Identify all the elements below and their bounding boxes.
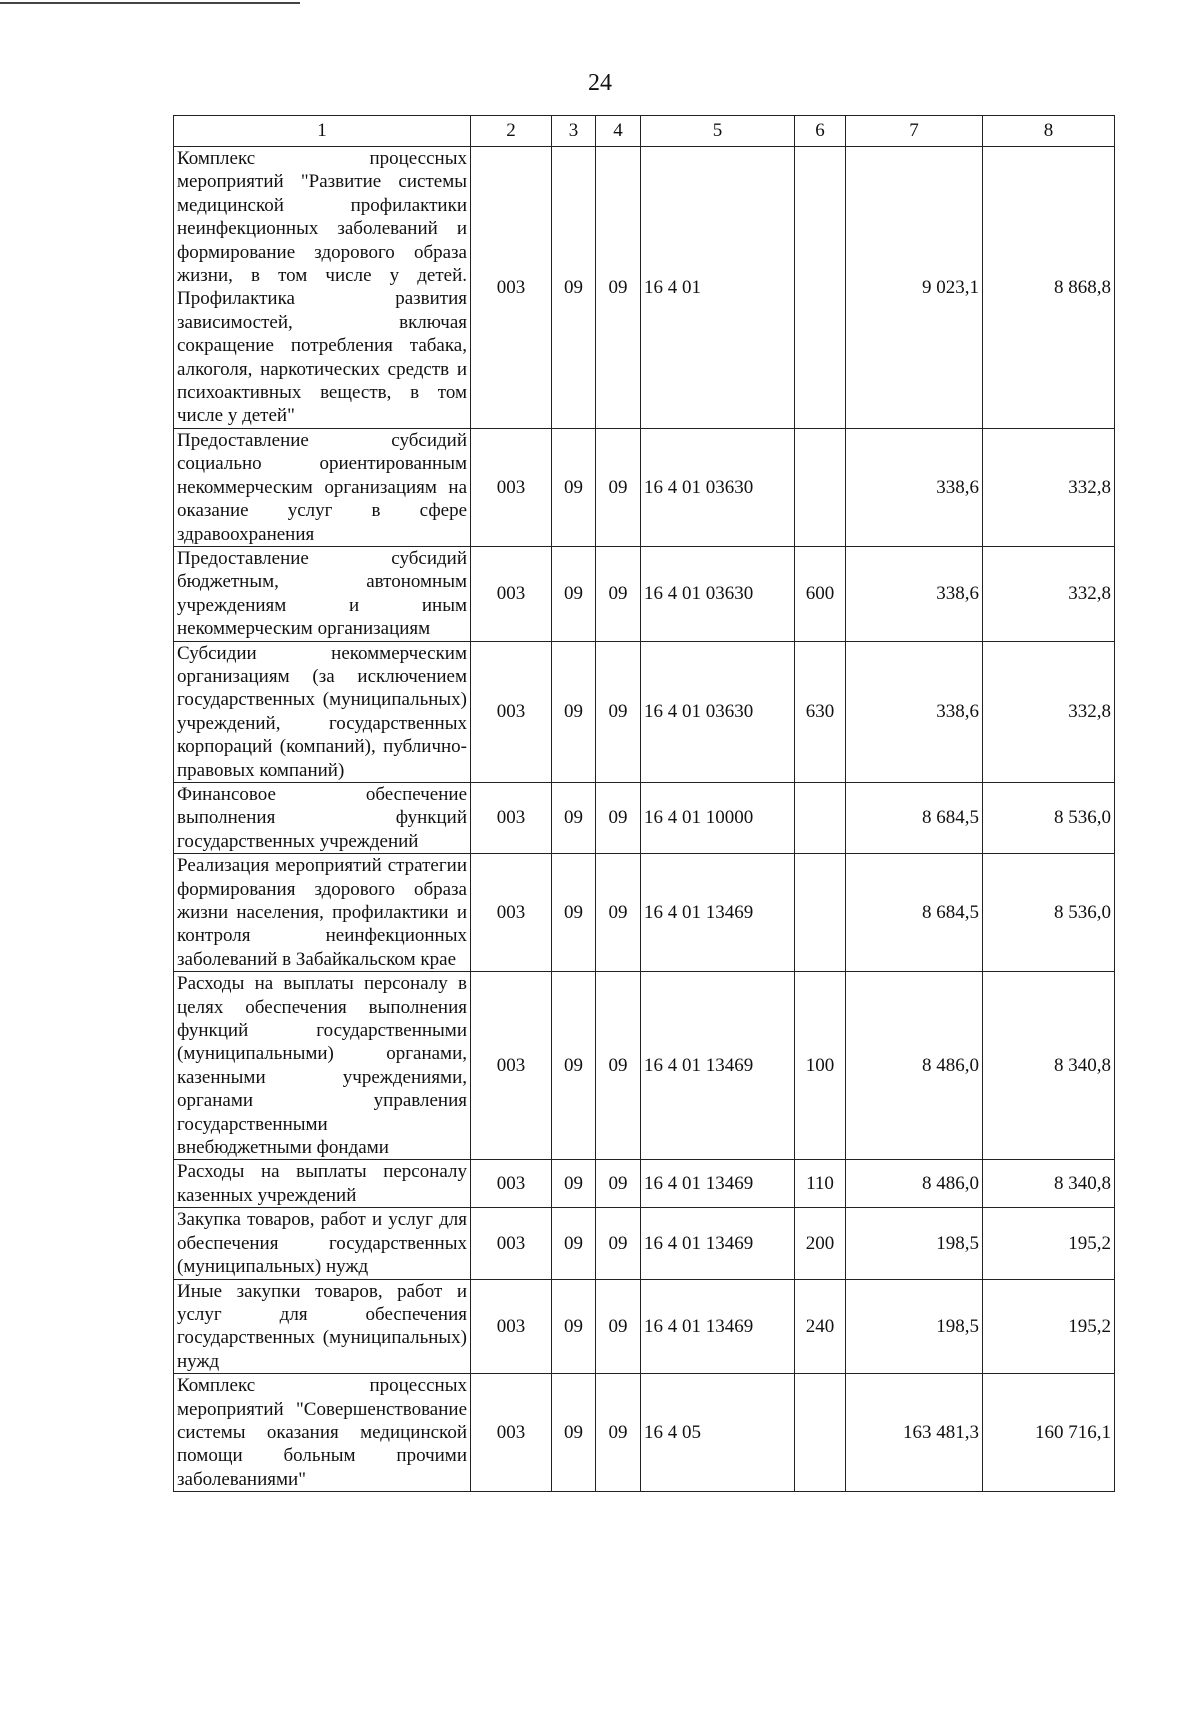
row-name: Предоставление субсидий бюджетным, автономным учреждениям и иным некоммерческим организациям xyxy=(174,546,471,641)
cell-admin-code: 003 xyxy=(471,782,552,853)
page-number: 24 xyxy=(588,70,612,96)
cell-target-article: 16 4 01 13469 xyxy=(641,1208,795,1279)
column-header-5: 5 xyxy=(641,116,795,147)
cell-admin-code: 003 xyxy=(471,641,552,782)
cell-target-article: 16 4 05 xyxy=(641,1374,795,1492)
budget-table xyxy=(173,115,1115,1492)
cell-admin-code: 003 xyxy=(471,147,552,429)
table-row xyxy=(174,782,1115,853)
cell-expense-type xyxy=(795,147,846,429)
cell-subsection: 09 xyxy=(596,641,641,782)
cell-target-article: 16 4 01 xyxy=(641,147,795,429)
column-number-row xyxy=(174,116,1115,147)
column-header-4: 4 xyxy=(596,116,641,147)
cell-expense-type xyxy=(795,782,846,853)
cell-subsection: 09 xyxy=(596,1208,641,1279)
cell-expense-type: 200 xyxy=(795,1208,846,1279)
cell-section: 09 xyxy=(552,641,596,782)
cell-amount-7: 8 684,5 xyxy=(846,782,983,853)
cell-section: 09 xyxy=(552,1208,596,1279)
table-row xyxy=(174,1208,1115,1279)
table-row xyxy=(174,546,1115,641)
cell-expense-type: 110 xyxy=(795,1160,846,1208)
cell-subsection: 09 xyxy=(596,1374,641,1492)
cell-amount-7: 8 486,0 xyxy=(846,1160,983,1208)
cell-amount-7: 163 481,3 xyxy=(846,1374,983,1492)
cell-section: 09 xyxy=(552,782,596,853)
column-header-2: 2 xyxy=(471,116,552,147)
row-name: Иные закупки товаров, работ и услуг для обеспечения государственных (муниципальных) нужд xyxy=(174,1279,471,1374)
column-header-6: 6 xyxy=(795,116,846,147)
row-name: Финансовое обеспечение выполнения функций государственных учреждений xyxy=(174,782,471,853)
cell-expense-type xyxy=(795,854,846,972)
cell-admin-code: 003 xyxy=(471,1374,552,1492)
row-name: Закупка товаров, работ и услуг для обеспечения государственных (муниципальных) нужд xyxy=(174,1208,471,1279)
cell-amount-8: 8 536,0 xyxy=(983,782,1115,853)
cell-subsection: 09 xyxy=(596,428,641,546)
cell-amount-8: 8 340,8 xyxy=(983,1160,1115,1208)
table-row xyxy=(174,147,1115,429)
table-row xyxy=(174,641,1115,782)
cell-section: 09 xyxy=(552,1160,596,1208)
cell-admin-code: 003 xyxy=(471,428,552,546)
cell-subsection: 09 xyxy=(596,1160,641,1208)
cell-amount-7: 198,5 xyxy=(846,1208,983,1279)
cell-amount-8: 332,8 xyxy=(983,428,1115,546)
cell-target-article: 16 4 01 03630 xyxy=(641,546,795,641)
cell-amount-8: 195,2 xyxy=(983,1279,1115,1374)
cell-target-article: 16 4 01 03630 xyxy=(641,428,795,546)
cell-amount-7: 198,5 xyxy=(846,1279,983,1374)
cell-section: 09 xyxy=(552,147,596,429)
cell-expense-type xyxy=(795,428,846,546)
cell-admin-code: 003 xyxy=(471,1279,552,1374)
cell-subsection: 09 xyxy=(596,1279,641,1374)
row-name: Реализация мероприятий стратегии формирования здорового образа жизни населения, профилактики и контроля неинфекционных заболеваний в Забайкальском крае xyxy=(174,854,471,972)
cell-amount-8: 332,8 xyxy=(983,546,1115,641)
cell-expense-type: 240 xyxy=(795,1279,846,1374)
row-name: Расходы на выплаты персоналу казенных учреждений xyxy=(174,1160,471,1208)
top-scan-rule xyxy=(0,2,300,4)
cell-section: 09 xyxy=(552,972,596,1160)
cell-section: 09 xyxy=(552,1279,596,1374)
cell-admin-code: 003 xyxy=(471,972,552,1160)
cell-section: 09 xyxy=(552,428,596,546)
cell-target-article: 16 4 01 13469 xyxy=(641,1279,795,1374)
cell-target-article: 16 4 01 13469 xyxy=(641,972,795,1160)
row-name: Комплекс процессных мероприятий "Развитие системы медицинской профилактики неинфекционных заболеваний и формирование здорового образа жизни, в том числе у детей. Профилактика развития зависимостей, включая сокращение потребления табака, алкоголя, наркотических средств и психоактивных веществ, в том числе у детей" xyxy=(174,147,471,429)
table-row xyxy=(174,1279,1115,1374)
cell-subsection: 09 xyxy=(596,147,641,429)
cell-admin-code: 003 xyxy=(471,546,552,641)
row-name: Расходы на выплаты персоналу в целях обеспечения выполнения функций государственными (муниципальными) органами, казенными учреждениями, органами управления государственными внебюджетными фондами xyxy=(174,972,471,1160)
table-row xyxy=(174,428,1115,546)
cell-amount-8: 8 340,8 xyxy=(983,972,1115,1160)
cell-target-article: 16 4 01 03630 xyxy=(641,641,795,782)
cell-amount-7: 338,6 xyxy=(846,641,983,782)
cell-amount-7: 8 486,0 xyxy=(846,972,983,1160)
cell-amount-8: 160 716,1 xyxy=(983,1374,1115,1492)
cell-section: 09 xyxy=(552,546,596,641)
cell-amount-8: 8 868,8 xyxy=(983,147,1115,429)
cell-admin-code: 003 xyxy=(471,1208,552,1279)
column-header-8: 8 xyxy=(983,116,1115,147)
cell-section: 09 xyxy=(552,854,596,972)
cell-subsection: 09 xyxy=(596,782,641,853)
cell-section: 09 xyxy=(552,1374,596,1492)
cell-amount-8: 195,2 xyxy=(983,1208,1115,1279)
column-header-7: 7 xyxy=(846,116,983,147)
cell-admin-code: 003 xyxy=(471,1160,552,1208)
table-row xyxy=(174,854,1115,972)
cell-subsection: 09 xyxy=(596,546,641,641)
row-name: Комплекс процессных мероприятий "Совершенствование системы оказания медицинской помощи больным прочими заболеваниями" xyxy=(174,1374,471,1492)
column-header-1: 1 xyxy=(174,116,471,147)
cell-amount-8: 332,8 xyxy=(983,641,1115,782)
cell-amount-7: 9 023,1 xyxy=(846,147,983,429)
cell-amount-8: 8 536,0 xyxy=(983,854,1115,972)
cell-target-article: 16 4 01 13469 xyxy=(641,854,795,972)
cell-expense-type: 100 xyxy=(795,972,846,1160)
table-row xyxy=(174,972,1115,1160)
cell-expense-type xyxy=(795,1374,846,1492)
cell-expense-type: 630 xyxy=(795,641,846,782)
row-name: Предоставление субсидий социально ориентированным некоммерческим организациям на оказание услуг в сфере здравоохранения xyxy=(174,428,471,546)
cell-subsection: 09 xyxy=(596,854,641,972)
cell-admin-code: 003 xyxy=(471,854,552,972)
cell-amount-7: 338,6 xyxy=(846,546,983,641)
table-row xyxy=(174,1160,1115,1208)
column-header-3: 3 xyxy=(552,116,596,147)
cell-expense-type: 600 xyxy=(795,546,846,641)
table-row xyxy=(174,1374,1115,1492)
cell-amount-7: 338,6 xyxy=(846,428,983,546)
cell-subsection: 09 xyxy=(596,972,641,1160)
cell-target-article: 16 4 01 13469 xyxy=(641,1160,795,1208)
row-name: Субсидии некоммерческим организациям (за исключением государственных (муниципальных) учреждений, государственных корпораций (компаний), публично-правовых компаний) xyxy=(174,641,471,782)
cell-target-article: 16 4 01 10000 xyxy=(641,782,795,853)
cell-amount-7: 8 684,5 xyxy=(846,854,983,972)
